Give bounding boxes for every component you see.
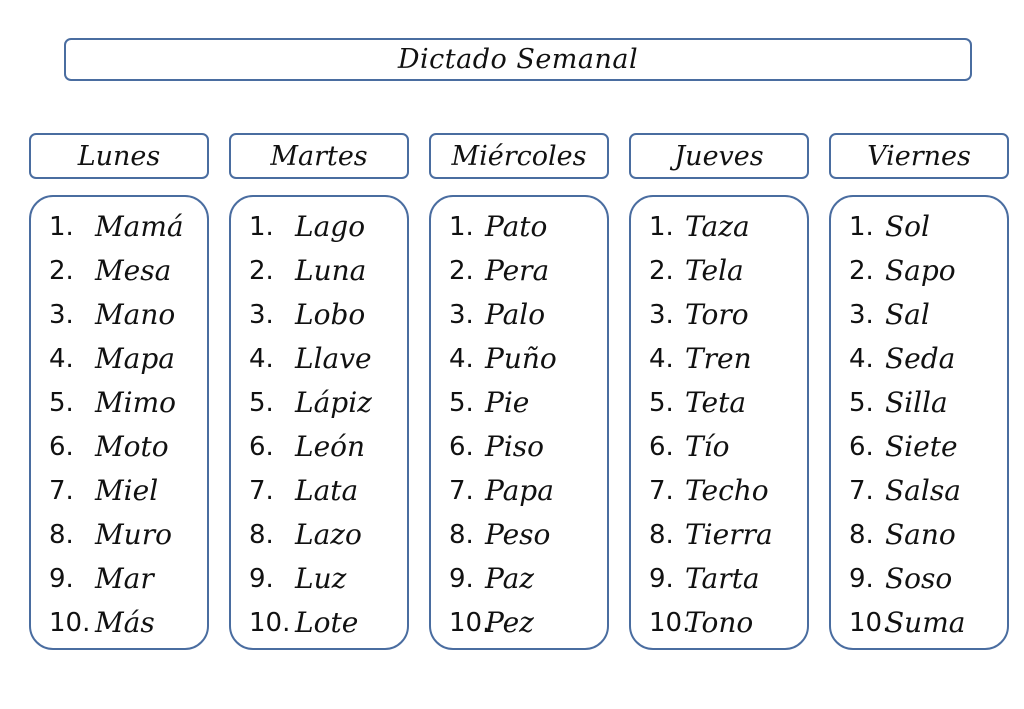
item-word: Teta <box>685 386 747 419</box>
item-word: Llave <box>295 342 372 375</box>
item-word: Lazo <box>295 518 362 551</box>
item-number: 10. <box>449 608 491 638</box>
list-item <box>431 337 607 381</box>
item-word: Tela <box>685 254 744 287</box>
item-word: Mamá <box>95 210 184 243</box>
day-label: Lunes <box>77 140 161 172</box>
item-number: 5. <box>49 388 74 418</box>
list-item <box>831 381 1007 425</box>
item-word: Sol <box>885 210 930 243</box>
list-item <box>631 601 807 645</box>
item-number: 6. <box>649 432 674 462</box>
item-word: Sal <box>885 298 930 331</box>
word-list <box>831 205 1007 645</box>
item-word: Sano <box>885 518 956 551</box>
item-word: Seda <box>885 342 956 375</box>
item-word: Suma <box>885 606 966 639</box>
list-item <box>31 249 207 293</box>
word-list <box>231 205 407 645</box>
item-number: 4. <box>849 344 874 374</box>
item-number: 8. <box>649 520 674 550</box>
item-number: 1. <box>249 212 274 242</box>
list-item <box>631 381 807 425</box>
list-item <box>31 205 207 249</box>
list-item <box>431 513 607 557</box>
item-number: 9. <box>49 564 74 594</box>
item-word: Mapa <box>95 342 175 375</box>
list-item <box>831 513 1007 557</box>
item-number: 5. <box>649 388 674 418</box>
item-word: Pato <box>485 210 548 243</box>
list-item <box>831 337 1007 381</box>
list-item <box>631 557 807 601</box>
list-item <box>431 293 607 337</box>
item-number: 2. <box>649 256 674 286</box>
item-word: Lote <box>295 606 359 639</box>
list-item <box>431 249 607 293</box>
item-number: 8. <box>49 520 74 550</box>
day-column-miercoles <box>429 133 609 639</box>
list-item <box>231 249 407 293</box>
item-number: 10. <box>249 608 291 638</box>
item-number: 5. <box>849 388 874 418</box>
list-item <box>631 513 807 557</box>
item-number: 9. <box>249 564 274 594</box>
list-item <box>631 205 807 249</box>
list-item <box>231 469 407 513</box>
list-item <box>231 513 407 557</box>
item-word: León <box>295 430 366 463</box>
list-item <box>831 293 1007 337</box>
day-label: Viernes <box>867 140 971 172</box>
item-word: Luz <box>295 562 347 595</box>
item-word: Salsa <box>885 474 961 507</box>
item-word: Miel <box>95 474 159 507</box>
word-list-box <box>429 195 609 650</box>
day-label: Miércoles <box>451 140 587 172</box>
day-column-jueves <box>629 133 809 639</box>
item-number: 3. <box>649 300 674 330</box>
item-word: Silla <box>885 386 948 419</box>
item-word: Palo <box>485 298 546 331</box>
item-number: 2. <box>249 256 274 286</box>
item-word: Lobo <box>295 298 366 331</box>
day-header <box>629 133 809 179</box>
list-item <box>431 425 607 469</box>
list-item <box>831 425 1007 469</box>
item-word: Sapo <box>885 254 956 287</box>
item-number: 1. <box>49 212 74 242</box>
item-number: 3. <box>449 300 474 330</box>
day-column-lunes <box>29 133 209 639</box>
item-number: 2. <box>449 256 474 286</box>
day-header <box>829 133 1009 179</box>
list-item <box>31 425 207 469</box>
list-item <box>631 337 807 381</box>
item-number: 9. <box>649 564 674 594</box>
list-item <box>31 381 207 425</box>
item-number: 6. <box>249 432 274 462</box>
item-word: Mar <box>95 562 154 595</box>
list-item <box>831 601 1007 645</box>
day-header <box>229 133 409 179</box>
list-item <box>31 293 207 337</box>
item-word: Peso <box>485 518 551 551</box>
item-word: Tren <box>685 342 752 375</box>
item-word: Luna <box>295 254 367 287</box>
item-word: Lápiz <box>295 386 372 419</box>
list-item <box>631 469 807 513</box>
word-list <box>631 205 807 645</box>
item-word: Siete <box>885 430 958 463</box>
item-word: Mano <box>95 298 176 331</box>
item-number: 7. <box>449 476 474 506</box>
item-word: Tierra <box>685 518 773 551</box>
item-number: 5. <box>249 388 274 418</box>
item-number: 4. <box>649 344 674 374</box>
item-word: Tío <box>685 430 730 463</box>
list-item <box>631 293 807 337</box>
day-column-martes <box>229 133 409 639</box>
item-number: 7. <box>249 476 274 506</box>
list-item <box>831 205 1007 249</box>
list-item <box>831 249 1007 293</box>
list-item <box>831 557 1007 601</box>
list-item <box>231 557 407 601</box>
item-word: Lago <box>295 210 366 243</box>
list-item <box>231 381 407 425</box>
item-number: 4. <box>449 344 474 374</box>
list-item <box>231 337 407 381</box>
list-item <box>31 469 207 513</box>
list-item <box>231 425 407 469</box>
list-item <box>831 469 1007 513</box>
item-word: Muro <box>95 518 172 551</box>
list-item <box>431 601 607 645</box>
item-number: 8. <box>249 520 274 550</box>
item-number: 10. <box>649 608 691 638</box>
day-header <box>429 133 609 179</box>
word-list-box <box>29 195 209 650</box>
item-word: Pera <box>485 254 550 287</box>
item-number: 4. <box>249 344 274 374</box>
item-number: 3. <box>249 300 274 330</box>
item-number: 2. <box>849 256 874 286</box>
item-number: 2. <box>49 256 74 286</box>
list-item <box>631 249 807 293</box>
item-number: 3. <box>849 300 874 330</box>
item-word: Pie <box>485 386 530 419</box>
item-number: 1. <box>649 212 674 242</box>
item-number: 6. <box>49 432 74 462</box>
item-word: Techo <box>685 474 769 507</box>
item-number: 10. <box>849 608 891 638</box>
list-item <box>431 205 607 249</box>
item-word: Soso <box>885 562 953 595</box>
list-item <box>231 601 407 645</box>
item-number: 8. <box>849 520 874 550</box>
title-box <box>64 38 972 81</box>
item-word: Tono <box>685 606 754 639</box>
list-item <box>431 557 607 601</box>
list-item <box>231 293 407 337</box>
item-number: 6. <box>849 432 874 462</box>
item-number: 9. <box>449 564 474 594</box>
item-word: Taza <box>685 210 750 243</box>
word-list <box>31 205 207 645</box>
item-word: Lata <box>295 474 359 507</box>
item-word: Mesa <box>95 254 172 287</box>
item-number: 1. <box>849 212 874 242</box>
list-item <box>31 601 207 645</box>
item-number: 3. <box>49 300 74 330</box>
list-item <box>231 205 407 249</box>
word-list-box <box>229 195 409 650</box>
list-item <box>631 425 807 469</box>
day-header <box>29 133 209 179</box>
item-word: Papa <box>485 474 554 507</box>
item-number: 4. <box>49 344 74 374</box>
day-column-viernes <box>829 133 1009 639</box>
item-number: 8. <box>449 520 474 550</box>
item-word: Paz <box>485 562 535 595</box>
item-number: 7. <box>649 476 674 506</box>
list-item <box>431 469 607 513</box>
list-item <box>431 381 607 425</box>
item-word: Tarta <box>685 562 760 595</box>
item-number: 5. <box>449 388 474 418</box>
item-number: 9. <box>849 564 874 594</box>
item-word: Toro <box>685 298 749 331</box>
item-word: Más <box>95 606 155 639</box>
item-number: 7. <box>49 476 74 506</box>
item-word: Piso <box>485 430 545 463</box>
list-item <box>31 513 207 557</box>
day-label: Martes <box>270 140 368 172</box>
item-word: Pez <box>485 606 534 639</box>
item-word: Moto <box>95 430 169 463</box>
list-item <box>31 337 207 381</box>
word-list-box <box>829 195 1009 650</box>
page-title: Dictado Semanal <box>397 44 639 75</box>
item-number: 1. <box>449 212 474 242</box>
item-word: Puño <box>485 342 557 375</box>
day-label: Jueves <box>674 140 764 172</box>
word-list-box <box>629 195 809 650</box>
item-number: 10. <box>49 608 91 638</box>
item-number: 6. <box>449 432 474 462</box>
list-item <box>31 557 207 601</box>
item-word: Mimo <box>95 386 177 419</box>
word-list <box>431 205 607 645</box>
item-number: 7. <box>849 476 874 506</box>
